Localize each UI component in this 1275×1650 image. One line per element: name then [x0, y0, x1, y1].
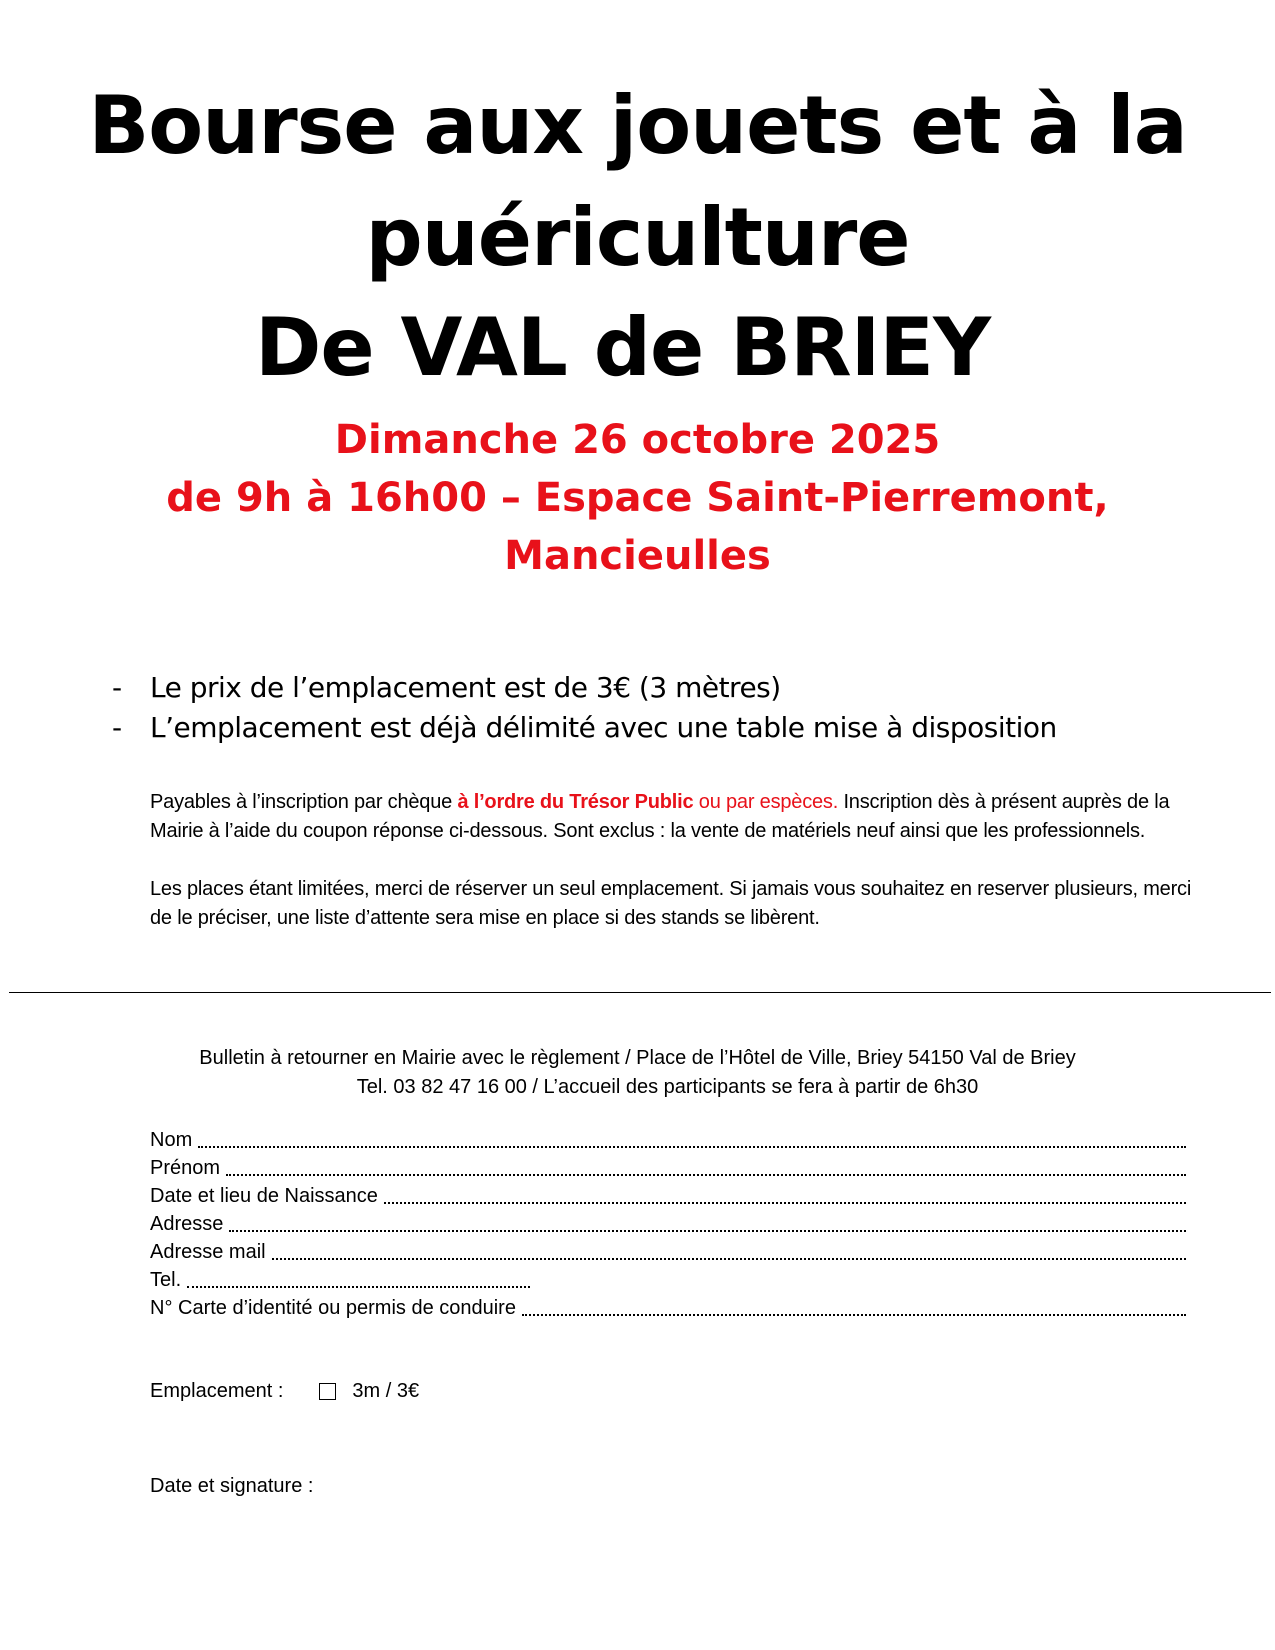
- bullet-text: Le prix de l’emplacement est de 3€ (3 mètres): [150, 671, 781, 704]
- prenom-label: Prénom: [150, 1157, 221, 1179]
- bullet-dash: -: [112, 671, 122, 704]
- places-note: Les places étant limitées, merci de réserver un seul emplacement. Si jamais vous souhaitez en reserver plusieurs, merci de le préciser, une liste d’attente sera mise en place si des stands se libèrent.: [150, 878, 1192, 929]
- nom-dotted-line[interactable]: [198, 1126, 1186, 1148]
- emplacement-option-label: 3m / 3€: [352, 1380, 420, 1402]
- carte-field[interactable]: [150, 1294, 1186, 1322]
- coupon-contact-line: Tel. 03 82 47 16 00 / L’accueil des participants se fera à partir de 6h30: [356, 1076, 979, 1098]
- tel-label: Tel.: [150, 1269, 182, 1291]
- mail-label: Adresse mail: [150, 1241, 266, 1263]
- nom-label: Nom: [150, 1129, 193, 1151]
- mail-dotted-line[interactable]: [272, 1238, 1186, 1260]
- tel-dotted-line[interactable]: [187, 1266, 530, 1288]
- carte-label: N° Carte d’identité ou permis de conduire: [150, 1297, 516, 1319]
- signature-label: Date et signature :: [150, 1475, 314, 1497]
- payment-text-2: Inscription dès à présent auprès de la Mairie à l’aide du coupon réponse ci-dessous. Sont exclus : la vente de matériels neuf ainsi que les professionnels.: [150, 791, 1170, 842]
- coupon-return-address: Bulletin à retourner en Mairie avec le règlement / Place de l’Hôtel de Ville, Briey 54150 Val de Briey: [199, 1047, 1076, 1069]
- emplacement-label: Emplacement :: [150, 1380, 284, 1402]
- tel-field[interactable]: [150, 1266, 530, 1294]
- event-date: Dimanche 26 octobre 2025: [334, 417, 941, 463]
- event-time-place: de 9h à 16h00 – Espace Saint-Pierremont,: [166, 475, 1109, 521]
- title-line-3: De VAL de BRIEY: [254, 301, 991, 394]
- prenom-dotted-line[interactable]: [226, 1154, 1186, 1176]
- event-town: Mancieulles: [504, 533, 771, 579]
- emplacement-row: [150, 1377, 419, 1405]
- carte-dotted-line[interactable]: [522, 1294, 1186, 1316]
- emplacement-checkbox[interactable]: [319, 1383, 336, 1400]
- payment-text-1: Payables à l’inscription par chèque: [150, 791, 458, 813]
- nom-field[interactable]: [150, 1126, 1186, 1154]
- adresse-field[interactable]: [150, 1210, 1186, 1238]
- naissance-label: Date et lieu de Naissance: [150, 1185, 378, 1207]
- adresse-dotted-line[interactable]: [229, 1210, 1186, 1232]
- mail-field[interactable]: [150, 1238, 1186, 1266]
- naissance-field[interactable]: [150, 1182, 1186, 1210]
- payment-order-highlight: à l’ordre du Trésor Public: [457, 791, 694, 813]
- title-line-2: puériculture: [365, 191, 910, 284]
- payment-cash-highlight: ou par espèces.: [693, 791, 839, 813]
- title-line-1: Bourse aux jouets et à la: [88, 79, 1187, 172]
- cut-line-divider: [9, 992, 1271, 993]
- payment-paragraph: [150, 788, 1200, 846]
- prenom-field[interactable]: [150, 1154, 1186, 1182]
- adresse-label: Adresse: [150, 1213, 224, 1235]
- bullet-text: L’emplacement est déjà délimité avec une table mise à disposition: [150, 711, 1057, 744]
- naissance-dotted-line[interactable]: [384, 1182, 1186, 1204]
- bullet-dash: -: [112, 711, 122, 744]
